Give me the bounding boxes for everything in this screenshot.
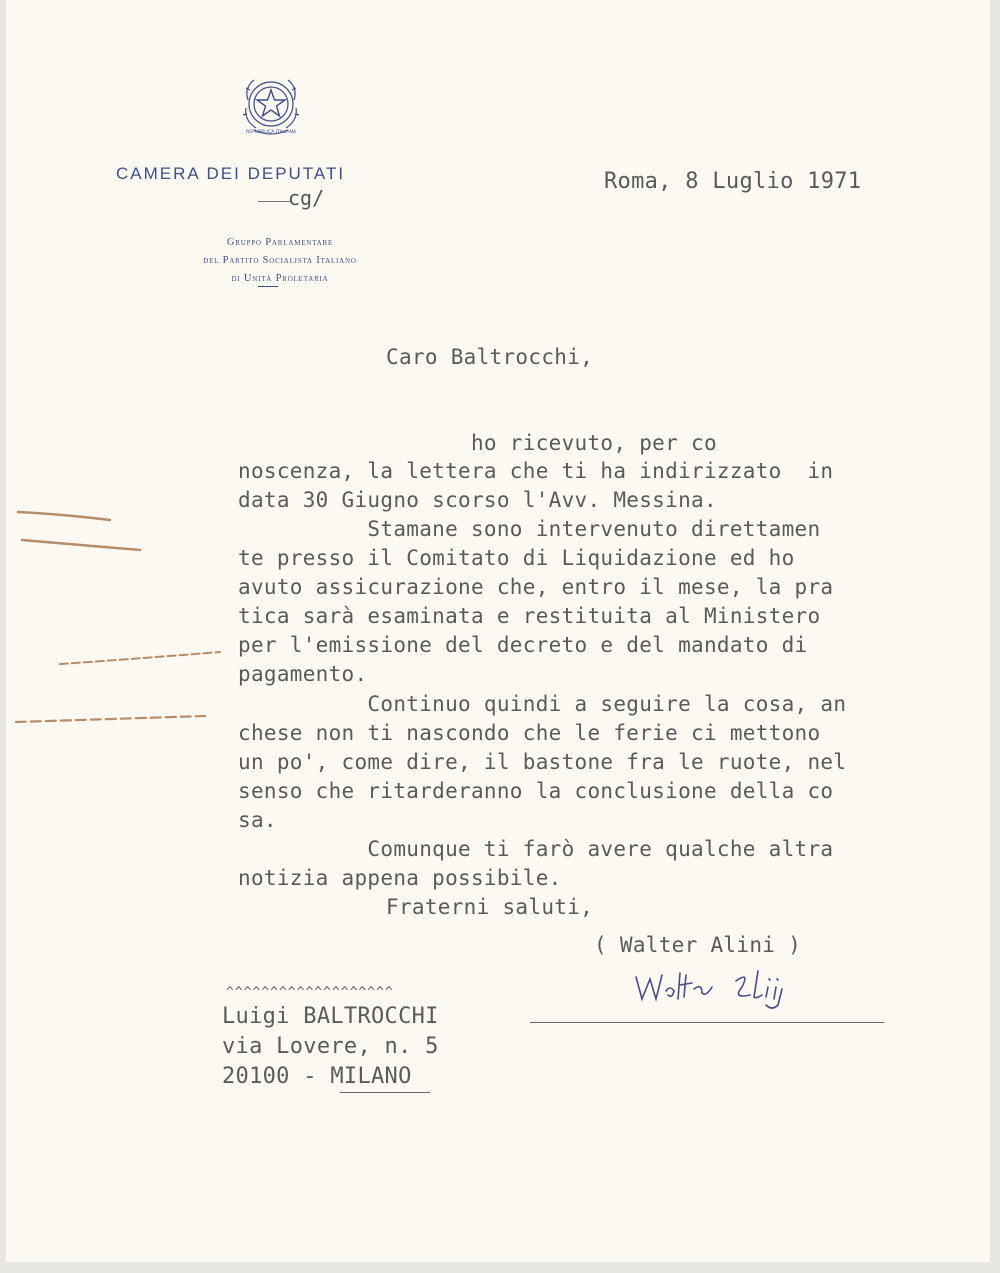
address-line: Luigi BALTROCCHI [222, 1004, 439, 1029]
body-line: Continuo quindi a seguire la cosa, an [238, 692, 847, 716]
body-line: avuto assicurazione che, entro il mese, la pra [238, 575, 834, 599]
institution-name: CAMERA DEI DEPUTATI [116, 164, 346, 183]
closing: Fraterni saluti, [386, 895, 594, 919]
salutation: Caro Baltrocchi, [386, 345, 594, 369]
body-line: per l'emissione del decreto e del mandato di [238, 633, 808, 657]
body-line: Comunque ti farò avere qualche altra [238, 837, 834, 861]
signatory-name: ( Walter Alini ) [594, 933, 802, 957]
group-rule [258, 286, 278, 287]
signature-rule [530, 1022, 884, 1023]
republic-emblem-icon [236, 70, 306, 140]
body-line: data 30 Giugno scorso l'Avv. Messina. [238, 488, 717, 512]
address-separator: ^^^^^^^^^^^^^^^^^^^ [226, 985, 394, 1000]
group-line: Gruppo Parlamentare [226, 237, 334, 248]
group-line: di Unità Proletaria [231, 273, 329, 284]
address-line: 20100 - MILANO [222, 1064, 412, 1089]
body-line: te presso il Comitato di Liquidazione ed ho [238, 546, 795, 570]
body-line: tica sarà esaminata e restituita al Ministero [238, 604, 821, 628]
address-line: via Lovere, n. 5 [222, 1034, 439, 1059]
reference-code: cg/ [288, 186, 325, 210]
rust-stains [0, 0, 240, 760]
body-line: pagamento. [238, 662, 368, 686]
body-line: ho ricevuto, per co [238, 431, 717, 455]
letter-date: Roma, 8 Luglio 1971 [604, 169, 862, 194]
reference-rule [258, 201, 290, 202]
city-underline [340, 1092, 430, 1093]
emblem-text: REPUBBLICA ITALIANA [246, 130, 296, 135]
group-line: del Partito Socialista Italiano [203, 255, 357, 266]
body-line: chese non ti nascondo che le ferie ci mettono [238, 721, 821, 745]
body-line: noscenza, la lettera che ti ha indirizzato in [238, 459, 834, 483]
handwritten-signature [632, 965, 842, 1013]
body-line: un po', come dire, il bastone fra le ruote, nel [238, 750, 847, 774]
body-line: notizia appena possibile. [238, 866, 562, 890]
body-line: Stamane sono intervenuto direttamen [238, 517, 821, 541]
body-line: sa. [238, 808, 277, 832]
body-line: senso che ritarderanno la conclusione della co [238, 779, 834, 803]
